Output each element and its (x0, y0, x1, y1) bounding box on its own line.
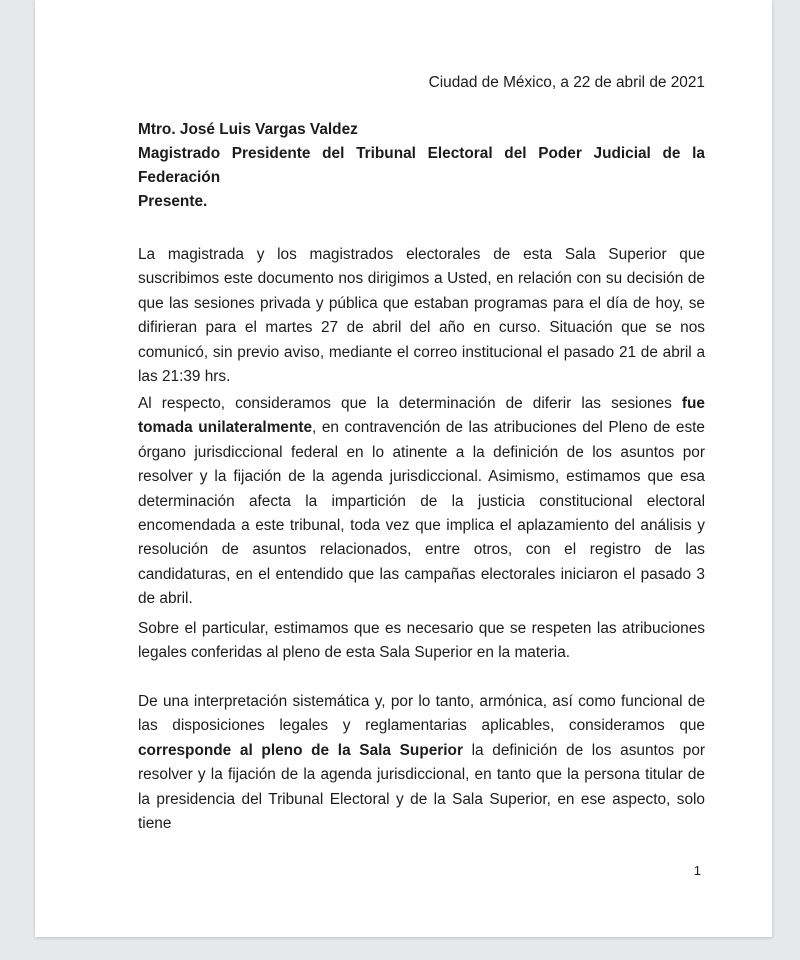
paragraph-2 (138, 392, 705, 612)
paragraph-2-text-b: , en contravención de las atribuciones del Pleno de este órgano jurisdiccional federal en lo atinente a la definición de los asuntos por resolver y la fijación de la agenda jurisdiccional. Asimismo, estimamos que esa determinación afecta la impartición de la justicia constitucional electoral encomendada a este tribunal, toda vez que implica el aplazamiento del análisis y resolución de asuntos relacionados, entre otros, con el registro de las candidaturas, en el entendido que las campañas electorales iniciaron el pasado 3 de abril. (138, 419, 705, 608)
paragraph-4-text-b: la definición de los asuntos por resolver y la fijación de la agenda jurisdiccional, en tanto que la persona titular de la presidencia del Tribunal Electoral y de la Sala Superior, en ese aspecto, solo tiene (138, 741, 706, 833)
paragraph-4-bold: corresponde al pleno de la Sala Superior (138, 741, 463, 759)
page-number: 1 (693, 863, 701, 878)
document-page (35, 0, 772, 937)
paragraph-4-text-a: De una interpretación sistemática y, por lo tanto, armónica, así como funcional de las disposiciones legales y reglamentarias aplicables, consideramos que (138, 693, 705, 735)
paragraph-2-bold: fue tomada unilateralmente (138, 395, 705, 437)
recipient-position-line1: Magistrado Presidente del Tribunal Electoral del Poder Judicial de la (138, 145, 705, 162)
paragraph-3: Sobre el particular, estimamos que es necesario que se respeten las atribuciones legales conferidas al pleno de esta Sala Superior en la materia. (138, 620, 705, 662)
salutation: Presente. (138, 193, 208, 210)
date-line: Ciudad de México, a 22 de abril de 2021 (428, 74, 705, 91)
recipient-position-line2: Federación (138, 169, 221, 186)
paragraph-1: La magistrada y los magistrados electorales de esta Sala Superior que suscribimos este documento nos dirigimos a Usted, en relación con su decisión de que las sesiones privada y pública que estaban programas para el día de hoy, se difirieran para el martes 27 de abril del año en curso. Situación que se nos comunicó, sin previo aviso, mediante el correo institucional el pasado 21 de abril a las 21:39 hrs. (138, 246, 705, 386)
paragraph-2-text-a: Al respecto, consideramos que la determinación de diferir las sesiones (138, 395, 682, 412)
paragraph-4 (138, 690, 705, 836)
recipient-block (138, 118, 705, 214)
recipient-name: Mtro. José Luis Vargas Valdez (138, 121, 358, 138)
